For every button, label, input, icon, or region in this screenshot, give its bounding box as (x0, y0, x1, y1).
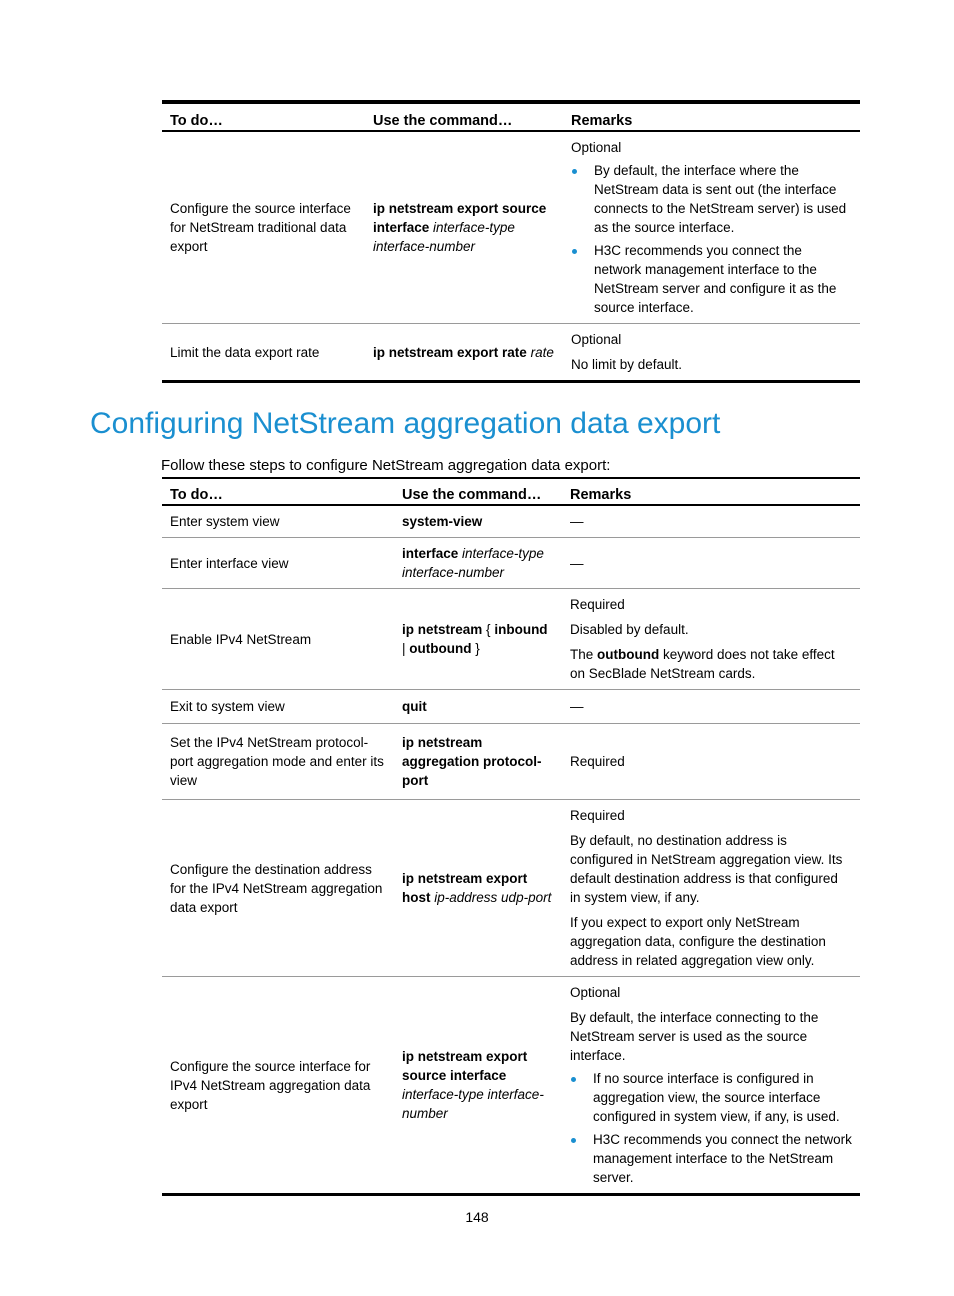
command-argument: interface-type interface-number (373, 220, 515, 254)
command-keyword: ip netstream export source interface (402, 1049, 528, 1083)
remark-text: If you expect to export only NetStream aggregation data, configure the destination address in related aggregation view only. (570, 915, 826, 968)
todo-cell: Enter interface view (162, 538, 394, 589)
remarks-cell (562, 977, 860, 1195)
command-keyword: ip netstream export rate (373, 344, 527, 360)
command-separator: | (402, 641, 406, 656)
bullet-icon (572, 169, 577, 174)
todo-cell: Configure the source interface for IPv4 NetStream aggregation data export (170, 1058, 371, 1112)
todo-cell: Configure the source interface for NetStream traditional data export (162, 131, 365, 324)
remarks-cell: Required (562, 724, 860, 800)
todo-cell: Set the IPv4 NetStream protocol-port aggregation mode and enter its view (162, 724, 394, 800)
remark-text-part: The (570, 647, 594, 662)
command-keyword: ip netstream export source interface (373, 201, 547, 235)
list-item (570, 1069, 852, 1126)
bullet-text: H3C recommends you connect the network management interface to the NetStream server and configure it as the source interface. (594, 243, 837, 315)
remarks-cell: — (562, 505, 860, 538)
remark-text: By default, no destination address is configured in NetStream aggregation view. Its default destination address is that configured in system view, if any. (570, 833, 843, 905)
header-todo: To do… (162, 102, 365, 131)
remark-text: Optional (571, 332, 622, 347)
remarks-cell: — (562, 538, 860, 589)
todo-cell: Exit to system view (162, 690, 394, 724)
command-cell (365, 131, 563, 324)
remark-bullet-list (570, 1069, 852, 1187)
bullet-text: By default, the interface where the NetStream data is sent out (the interface connects to the NetStream server) is used as the source interface. (594, 163, 847, 235)
bullet-icon (571, 1138, 576, 1143)
command-cell (394, 977, 562, 1195)
command-keyword: outbound (409, 641, 472, 656)
command-argument: interface-type interface-number (402, 546, 544, 580)
table-row (162, 977, 860, 1195)
command-brace: } (475, 641, 480, 656)
remark-text: Required (570, 808, 625, 823)
list-item (571, 161, 852, 237)
table-row (162, 589, 860, 690)
section-heading: Configuring NetStream aggregation data export (90, 407, 721, 440)
command-keyword: inbound (494, 622, 548, 637)
remark-keyword: outbound (597, 647, 660, 662)
table-header-row (162, 102, 860, 131)
list-item (570, 1130, 852, 1187)
table-row (162, 538, 860, 589)
header-remarks: Remarks (563, 102, 860, 131)
table-row (162, 690, 860, 724)
command-cell (394, 538, 562, 589)
remarks-cell (562, 589, 860, 690)
list-item (571, 241, 852, 317)
bullet-icon (571, 1077, 576, 1082)
command-keyword: ip netstream (402, 622, 483, 637)
table-row (162, 324, 860, 382)
remark-text: Disabled by default. (570, 622, 689, 637)
header-command: Use the command… (365, 102, 563, 131)
bullet-text: H3C recommends you connect the network management interface to the NetStream server. (593, 1132, 852, 1185)
command-brace: { (486, 622, 491, 637)
command-cell (394, 589, 562, 690)
command-argument: rate (530, 344, 554, 360)
header-todo: To do… (162, 478, 394, 505)
remark-text: Optional (570, 985, 621, 1000)
remarks-cell (563, 324, 860, 382)
command-cell (365, 324, 563, 382)
table-row (162, 131, 860, 324)
remarks-cell (563, 131, 860, 324)
todo-cell: Configure the destination address for the IPv4 NetStream aggregation data export (162, 800, 394, 977)
todo-cell: Enter system view (162, 505, 394, 538)
command-cell (394, 505, 562, 538)
remark-text (570, 645, 852, 683)
section-intro: Follow these steps to configure NetStream aggregation data export: (161, 457, 611, 474)
remark-text: Optional (571, 140, 622, 155)
remark-text-part: keyword does not take effect on SecBlade NetStream cards. (570, 647, 835, 681)
command-keyword: quit (402, 699, 427, 714)
remarks-cell (562, 800, 860, 977)
table-row (162, 724, 860, 800)
remark-text: No limit by default. (571, 357, 683, 372)
header-command: Use the command… (394, 478, 562, 505)
remark-text: Required (570, 597, 625, 612)
command-keyword: interface (402, 546, 459, 561)
page-number: 148 (465, 1209, 489, 1225)
remark-bullet-list (571, 161, 852, 317)
command-cell (394, 724, 562, 800)
command-argument: interface-type interface-number (402, 1087, 544, 1121)
command-table-aggregation-export (162, 477, 860, 1196)
table-row (162, 505, 860, 538)
command-cell (394, 690, 562, 724)
header-remarks: Remarks (562, 478, 860, 505)
command-keyword: ip netstream export host (402, 871, 528, 905)
remarks-cell: — (562, 690, 860, 724)
command-keyword: ip netstream aggregation protocol-port (402, 735, 542, 788)
bullet-text: If no source interface is configured in aggregation view, the source interface configured in system view, if any, is used. (593, 1071, 840, 1124)
bullet-icon (572, 249, 577, 254)
command-cell (394, 800, 562, 977)
command-argument: ip-address udp-port (434, 890, 552, 905)
remark-text: By default, the interface connecting to the NetStream server is used as the source interface. (570, 1010, 819, 1063)
command-table-source-interface (162, 100, 860, 383)
todo-cell: Limit the data export rate (170, 344, 320, 360)
command-keyword: system-view (402, 514, 483, 529)
table-row (162, 800, 860, 977)
table-header-row (162, 478, 860, 505)
todo-cell: Enable IPv4 NetStream (162, 589, 394, 690)
